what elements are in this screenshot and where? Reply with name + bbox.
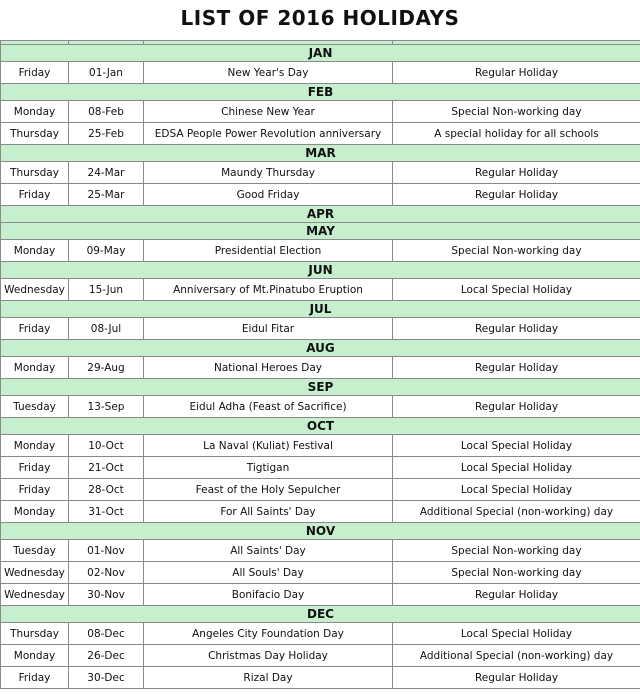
holiday-row	[1, 162, 640, 184]
date-cell: 25-Feb	[69, 123, 144, 145]
holiday-row	[1, 396, 640, 418]
month-label: JUN	[1, 262, 640, 279]
day-cell: Thursday	[1, 623, 69, 645]
holiday-type-cell: A special holiday for all schools	[393, 123, 640, 145]
holiday-name-cell: Tigtigan	[144, 457, 393, 479]
day-cell: Thursday	[1, 123, 69, 145]
holiday-row	[1, 123, 640, 145]
holiday-type-cell: Regular Holiday	[393, 357, 640, 379]
holiday-name-cell: Maundy Thursday	[144, 162, 393, 184]
month-row-nov	[1, 523, 640, 540]
day-cell: Monday	[1, 501, 69, 523]
holiday-row	[1, 667, 640, 689]
month-row-may	[1, 223, 640, 240]
holiday-type-cell: Local Special Holiday	[393, 457, 640, 479]
holiday-type-cell: Local Special Holiday	[393, 435, 640, 457]
holiday-type-cell: Special Non-working day	[393, 540, 640, 562]
holiday-row	[1, 645, 640, 667]
day-cell: Monday	[1, 357, 69, 379]
holiday-type-cell: Regular Holiday	[393, 162, 640, 184]
month-label: NOV	[1, 523, 640, 540]
date-cell: 29-Aug	[69, 357, 144, 379]
holiday-row	[1, 562, 640, 584]
date-cell: 09-May	[69, 240, 144, 262]
holiday-row	[1, 584, 640, 606]
holiday-row	[1, 457, 640, 479]
holiday-name-cell: Bonifacio Day	[144, 584, 393, 606]
month-label: OCT	[1, 418, 640, 435]
date-cell: 15-Jun	[69, 279, 144, 301]
holiday-type-cell: Regular Holiday	[393, 584, 640, 606]
day-cell: Wednesday	[1, 562, 69, 584]
holiday-name-cell: La Naval (Kuliat) Festival	[144, 435, 393, 457]
holiday-type-cell: Additional Special (non-working) day	[393, 501, 640, 523]
holiday-type-cell: Regular Holiday	[393, 62, 640, 84]
holiday-name-cell: National Heroes Day	[144, 357, 393, 379]
month-row-oct	[1, 418, 640, 435]
day-cell: Friday	[1, 667, 69, 689]
month-row-feb	[1, 84, 640, 101]
month-label: SEP	[1, 379, 640, 396]
holiday-row	[1, 279, 640, 301]
date-cell: 30-Nov	[69, 584, 144, 606]
holiday-type-cell: Regular Holiday	[393, 396, 640, 418]
holiday-name-cell: Eidul Fitar	[144, 318, 393, 340]
page-title: LIST OF 2016 HOLIDAYS	[180, 6, 460, 30]
month-label: APR	[1, 206, 640, 223]
holiday-name-cell: All Saints' Day	[144, 540, 393, 562]
holiday-name-cell: Feast of the Holy Sepulcher	[144, 479, 393, 501]
date-cell: 01-Nov	[69, 540, 144, 562]
holiday-row	[1, 62, 640, 84]
date-cell: 02-Nov	[69, 562, 144, 584]
holiday-row	[1, 318, 640, 340]
month-row-jun	[1, 262, 640, 279]
holiday-name-cell: All Souls' Day	[144, 562, 393, 584]
day-cell: Friday	[1, 62, 69, 84]
month-row-sep	[1, 379, 640, 396]
month-label: FEB	[1, 84, 640, 101]
date-cell: 13-Sep	[69, 396, 144, 418]
holiday-row	[1, 357, 640, 379]
month-row-mar	[1, 145, 640, 162]
holiday-row	[1, 184, 640, 206]
day-cell: Monday	[1, 645, 69, 667]
holiday-type-cell: Local Special Holiday	[393, 479, 640, 501]
date-cell: 30-Dec	[69, 667, 144, 689]
date-cell: 31-Oct	[69, 501, 144, 523]
date-cell: 08-Jul	[69, 318, 144, 340]
date-cell: 08-Dec	[69, 623, 144, 645]
holiday-name-cell: EDSA People Power Revolution anniversary	[144, 123, 393, 145]
holiday-type-cell: Regular Holiday	[393, 667, 640, 689]
month-label: JAN	[1, 45, 640, 62]
holiday-type-cell: Special Non-working day	[393, 562, 640, 584]
date-cell: 21-Oct	[69, 457, 144, 479]
month-label: MAY	[1, 223, 640, 240]
holiday-name-cell: Christmas Day Holiday	[144, 645, 393, 667]
holiday-row	[1, 101, 640, 123]
holiday-row	[1, 540, 640, 562]
holiday-name-cell: Angeles City Foundation Day	[144, 623, 393, 645]
date-cell: 24-Mar	[69, 162, 144, 184]
month-label: DEC	[1, 606, 640, 623]
holiday-type-cell: Additional Special (non-working) day	[393, 645, 640, 667]
holiday-type-cell: Regular Holiday	[393, 184, 640, 206]
date-cell: 25-Mar	[69, 184, 144, 206]
day-cell: Monday	[1, 435, 69, 457]
month-row-apr	[1, 206, 640, 223]
holiday-type-cell: Special Non-working day	[393, 101, 640, 123]
day-cell: Tuesday	[1, 396, 69, 418]
holiday-name-cell: Chinese New Year	[144, 101, 393, 123]
holiday-name-cell: Presidential Election	[144, 240, 393, 262]
holiday-type-cell: Local Special Holiday	[393, 279, 640, 301]
day-cell: Wednesday	[1, 279, 69, 301]
month-row-jul	[1, 301, 640, 318]
date-cell: 08-Feb	[69, 101, 144, 123]
date-cell: 26-Dec	[69, 645, 144, 667]
day-cell: Friday	[1, 318, 69, 340]
holiday-row	[1, 501, 640, 523]
day-cell: Friday	[1, 184, 69, 206]
date-cell: 10-Oct	[69, 435, 144, 457]
holiday-row	[1, 435, 640, 457]
month-label: AUG	[1, 340, 640, 357]
month-label: MAR	[1, 145, 640, 162]
month-row-aug	[1, 340, 640, 357]
day-cell: Friday	[1, 457, 69, 479]
month-row-jan	[1, 45, 640, 62]
holiday-type-cell: Local Special Holiday	[393, 623, 640, 645]
holiday-name-cell: Anniversary of Mt.Pinatubo Eruption	[144, 279, 393, 301]
date-cell: 28-Oct	[69, 479, 144, 501]
holiday-name-cell: Good Friday	[144, 184, 393, 206]
month-row-dec	[1, 606, 640, 623]
day-cell: Tuesday	[1, 540, 69, 562]
holiday-type-cell: Regular Holiday	[393, 318, 640, 340]
day-cell: Friday	[1, 479, 69, 501]
holiday-type-cell: Special Non-working day	[393, 240, 640, 262]
holiday-row	[1, 623, 640, 645]
date-cell: 01-Jan	[69, 62, 144, 84]
holiday-row	[1, 240, 640, 262]
holiday-name-cell: Rizal Day	[144, 667, 393, 689]
holiday-row	[1, 479, 640, 501]
day-cell: Thursday	[1, 162, 69, 184]
holiday-name-cell: New Year's Day	[144, 62, 393, 84]
month-label: JUL	[1, 301, 640, 318]
day-cell: Wednesday	[1, 584, 69, 606]
day-cell: Monday	[1, 101, 69, 123]
holiday-name-cell: For All Saints' Day	[144, 501, 393, 523]
day-cell: Monday	[1, 240, 69, 262]
holiday-table-body	[1, 41, 640, 689]
holiday-name-cell: Eidul Adha (Feast of Sacrifice)	[144, 396, 393, 418]
holiday-table	[0, 40, 640, 689]
